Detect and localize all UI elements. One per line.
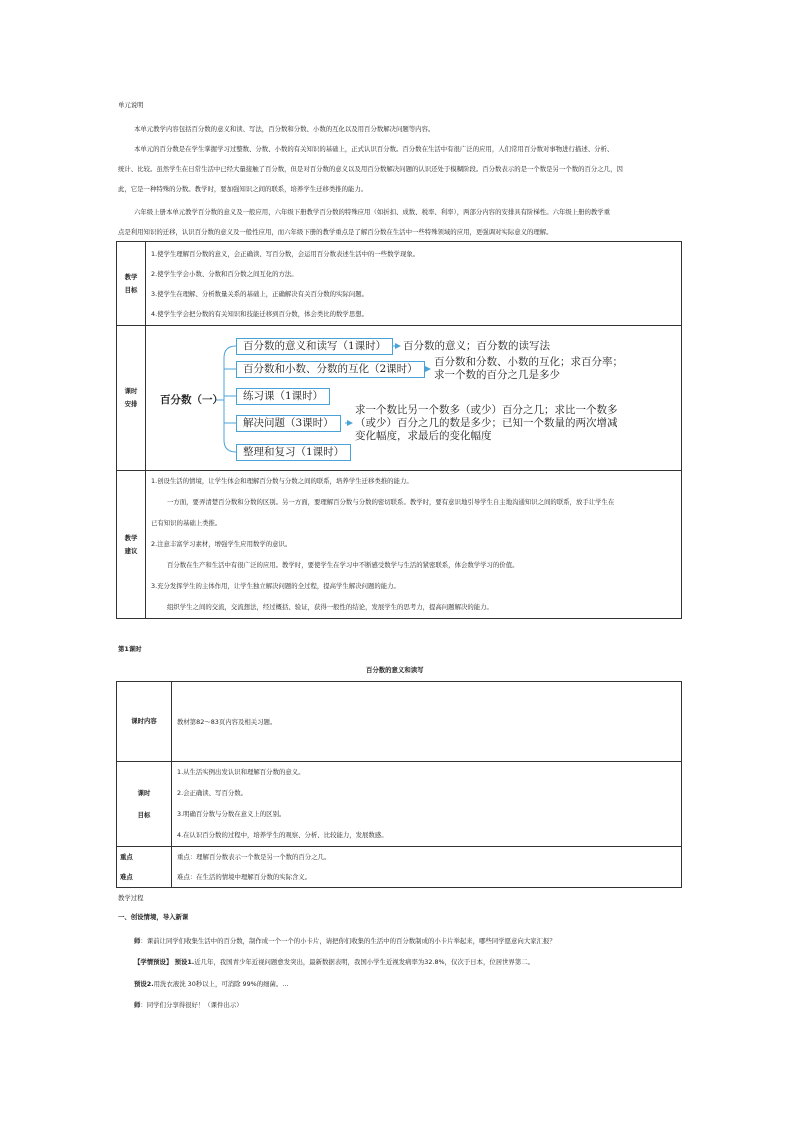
mindmap-bracket xyxy=(224,346,236,452)
key-point: 重点：理解百分数表示一个数是另一个数的百分之几。 xyxy=(177,853,331,861)
body-line: 预设2.用洗衣液洗 30秒以上，可消除 99%的细菌。… xyxy=(134,980,289,988)
intro-paragraph: 点是利用知识的迁移，认识百分数的意义及一般性应用，而六年级下册的教学重点是了解百分数在生活中一些特殊领域的应用，更强调对实际意义的理解。 xyxy=(118,228,553,236)
goals-label: 教学 目标 xyxy=(117,242,146,326)
mindmap-detail-problems: 求一个数比另一个数多（或少）百分之几；求比一个数多 xyxy=(355,404,618,416)
lesson-title: 百分数的意义和读写 xyxy=(366,666,424,674)
mindmap-box-problems: 解决问题（3课时） xyxy=(236,415,341,432)
content-text: 教材第82～83页内容及相关习题。 xyxy=(177,718,277,726)
lesson-goal-item: 3.明确百分数与分数在意义上的区别。 xyxy=(177,810,286,818)
lesson-goal-item: 2.会正确读、写百分数。 xyxy=(177,789,248,797)
content-label: 课时内容 xyxy=(117,682,172,762)
body-line: 【学情预设】 预设1.近几年，我国青少年近视问题愈发突出，最新数据表明，我国小学生近视发病率为32.8%，仅次于日本，位居世界第二。 xyxy=(134,958,535,966)
mindmap-box-meaning: 百分数的意义和读写（1课时） xyxy=(236,338,393,355)
mindmap-detail-conversion: 求一个数的百分之几是多少 xyxy=(434,369,560,381)
section1-heading: 一、创设情境，导入新课 xyxy=(118,913,189,921)
content-cell xyxy=(172,682,682,762)
mindmap-detail-problems: 变化幅度，求最后的变化幅度 xyxy=(355,430,492,442)
mindmap-detail-meaning: 百分数的意义；百分数的读写法 xyxy=(403,340,550,352)
goal-item: 3.使学生在理解、分析数量关系的基础上，正确解决有关百分数的实际问题。 xyxy=(151,289,368,298)
lesson-goals-label: 课时 目标 xyxy=(117,762,172,847)
process-heading: 教学过程 xyxy=(118,894,144,902)
intro-paragraph: 六年级上册本单元教学百分数的意义及一般应用，六年级下册教学百分数的特殊应用（如折扣、成数、税率、利率），两部分内容的安排具有阶梯性。六年级上册的教学重 xyxy=(134,208,611,216)
body-line: 师：同学们分享得很好！（课件出示） xyxy=(134,1001,243,1009)
suggestion-item: 组织学生之间的交流，交流想法，经过概括、验证，获得一般性的结论，发展学生的思考力，提高问题解决的能力。 xyxy=(167,603,493,611)
suggestion-item: 已有知识的基础上类推。 xyxy=(151,519,222,527)
suggestion-item: 1.创设生活的情境，让学生体会和理解百分数与分数之间的联系，培养学生迁移类推的能力。 xyxy=(151,477,413,485)
key-label: 重点 难点 xyxy=(117,847,172,888)
goal-item: 1.使学生理解百分数的意义，会正确读、写百分数，会运用百分数表述生活中的一些数学现象。 xyxy=(151,249,420,258)
suggestion-item: 2.注意丰富学习素材，增强学生应用数学的意识。 xyxy=(151,540,292,548)
schedule-label: 课时 安排 xyxy=(117,326,146,471)
key-point: 难点：在生活的情境中理解百分数的实际含义。 xyxy=(177,873,312,881)
intro-paragraph: 本单元教学内容包括百分数的意义和读、写法，百分数和分数、小数的互化以及用百分数解决问题等内容。 xyxy=(134,125,435,133)
suggestion-item: 一方面，要弄清楚百分数和分数的区别。另一方面，要理解百分数与分数的密切联系。教学时，要有意识地引导学生自主地沟通知识之间的联系，放手让学生在 xyxy=(167,498,615,506)
mindmap-box-conversion: 百分数和小数、分数的互化（2课时） xyxy=(236,361,425,378)
mindmap-box-practice: 练习课（1课时） xyxy=(236,388,330,405)
lesson-heading: 第1课时 xyxy=(118,645,142,653)
mindmap-detail-conversion: 百分数和分数、小数的互化；求百分率； xyxy=(434,356,623,368)
unit-heading: 单元说明 xyxy=(118,101,144,109)
mindmap-root: 百分数（一） xyxy=(160,394,223,406)
goal-item: 2.使学生学会小数、分数和百分数之间互化的方法。 xyxy=(151,269,298,278)
intro-paragraph: 统计、比较。虽然学生在日常生活中已经大量接触了百分数，但是对百分数的意义以及用百分数解决问题的认识还处于模糊阶段。百分数表示的是一个数是另一个数的百分之几，因 xyxy=(118,165,623,173)
suggestion-item: 3.充分发挥学生的主体作用，让学生独立解决问题的全过程，提高学生解决问题的能力。 xyxy=(151,582,400,590)
key-points-cell xyxy=(172,847,682,888)
intro-paragraph: 此，它是一种特殊的分数。教学时，要加强知识之间的联系，培养学生迁移类推的能力。 xyxy=(118,185,368,193)
lesson-goal-item: 1.从生活实例出发认识和理解百分数的意义。 xyxy=(177,768,305,776)
mindmap-detail-problems: （或少）百分之几的数是多少；已知一个数量的两次增减 xyxy=(355,417,618,429)
mindmap-box-review: 整理和复习（1课时） xyxy=(236,444,351,461)
intro-paragraph: 本单元的百分数是在学生掌握学习过整数、分数、小数的有关知识的基础上，正式认识百分数。百分数在生活中有很广泛的应用，人们常用百分数对事物进行描述、分析、 xyxy=(134,145,614,153)
lesson-goal-item: 4.在认识百分数的过程中，培养学生的观察、分析、比较能力，发展数感。 xyxy=(177,831,388,839)
suggest-label: 教学 建议 xyxy=(117,471,146,619)
body-line: 师：课前让同学们收集生活中的百分数，制作成一个一个的小卡片，请把你们收集的生活中的百分数制成的小卡片举起来，哪些同学愿意向大家汇报？ xyxy=(134,937,556,945)
lesson-goals-cell xyxy=(172,762,682,847)
lesson-table xyxy=(116,681,682,888)
goal-item: 4.使学生学会把分数的有关知识和技能迁移到百分数，体会类比的数学思想。 xyxy=(151,309,368,318)
suggestion-item: 百分数在生产和生活中有很广泛的应用。教学时，要使学生在学习中不断感受数学与生活的紧密联系，体会数学学习的价值。 xyxy=(167,561,519,569)
